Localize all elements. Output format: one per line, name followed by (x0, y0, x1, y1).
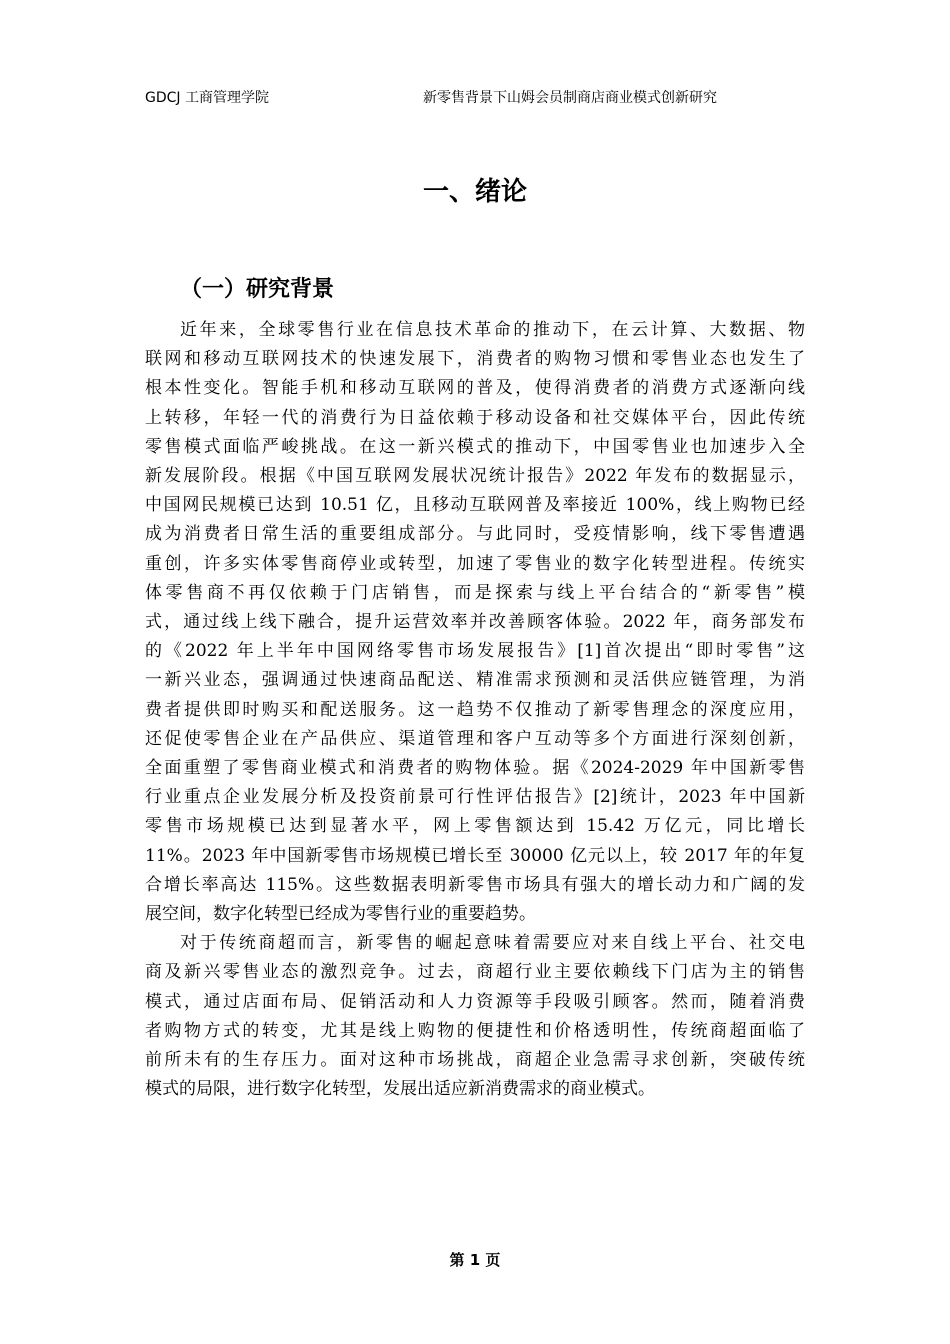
paragraph-line: 式，通过线上线下融合，提升运营效率并改善顾客体验。2022 年，商务部发布 (145, 612, 805, 633)
paragraph (145, 929, 805, 1104)
chapter-title: 一、绪论 (422, 177, 527, 207)
paragraph-line: 重创，许多实体零售商停业或转型，加速了零售业的数字化转型进程。传统实 (145, 553, 805, 574)
paragraph-line: 行业重点企业发展分析及投资前景可行性评估报告》[2]统计，2023 年中国新 (145, 787, 805, 808)
paragraph-line: 合增长率高达 115%。这些数据表明新零售市场具有强大的增长动力和广阔的发 (145, 874, 805, 895)
header-thesis-title: 新零售背景下山姆会员制商店商业模式创新研究 (423, 90, 717, 106)
paragraph-line: 的《2022 年上半年中国网络零售市场发展报告》[1]首次提出“即时零售”这 (145, 641, 805, 662)
paragraph-line: 费者提供即时购买和配送服务。这一趋势不仅推动了新零售理念的深度应用， (145, 699, 805, 720)
paragraph-line: 体零售商不再仅依赖于门店销售，而是探索与线上平台结合的“新零售”模 (145, 582, 805, 603)
paragraph-line: 零售市场规模已达到显著水平，网上零售额达到 15.42 万亿元，同比增长 (145, 816, 805, 837)
paragraph-line: 中国网民规模已达到 10.51 亿，且移动互联网普及率接近 100%，线上购物已经 (145, 495, 805, 516)
paragraph-line: 模式，通过店面布局、促销活动和人力资源等手段吸引顾客。然而，随着消费 (145, 991, 805, 1012)
paragraph-line: 11%。2023 年中国新零售市场规模已增长至 30000 亿元以上，较 2017 年的年复 (145, 845, 805, 866)
paragraph-line: 展空间，数字化转型已经成为零售行业的重要趋势。 (145, 904, 536, 925)
paragraph-line: 者购物方式的转变，尤其是线上购物的便捷性和价格透明性，传统商超面临了 (145, 1020, 805, 1041)
paragraph-line: 联网和移动互联网技术的快速发展下，消费者的购物习惯和零售业态也发生了 (145, 349, 805, 370)
paragraph-line: 根本性变化。智能手机和移动互联网的普及，使得消费者的消费方式逐渐向线 (145, 378, 805, 399)
paragraph-line: 全面重塑了零售商业模式和消费者的购物体验。据《2024-2029 年中国新零售 (145, 758, 805, 779)
paragraph-line: 模式的局限，进行数字化转型，发展出适应新消费需求的商业模式。 (145, 1079, 655, 1100)
paragraph-line: 成为消费者日常生活的重要组成部分。与此同时，受疫情影响，线下零售遭遇 (145, 524, 805, 545)
paragraph-line: 近年来，全球零售行业在信息技术革命的推动下，在云计算、大数据、物 (180, 320, 805, 340)
section-title: （一）研究背景 (180, 277, 335, 302)
paragraph-line: 前所未有的生存压力。面对这种市场挑战，商超企业急需寻求创新，突破传统 (145, 1050, 805, 1071)
paragraph-line: 商及新兴零售业态的激烈竞争。过去，商超行业主要依赖线下门店为主的销售 (145, 962, 805, 983)
paragraph-line: 新发展阶段。根据《中国互联网发展状况统计报告》2022 年发布的数据显示， (145, 466, 805, 487)
paragraph-line: 上转移，年轻一代的消费行为日益依赖于移动设备和社交媒体平台，因此传统 (145, 407, 805, 428)
paragraph-line: 还促使零售企业在产品供应、渠道管理和客户互动等多个方面进行深刻创新， (145, 728, 805, 749)
paragraph (145, 316, 805, 929)
paragraph-line: 一新兴业态，强调通过快速商品配送、精准需求预测和灵活供应链管理，为消 (145, 670, 805, 691)
header-institution: GDCJ 工商管理学院 (145, 90, 269, 106)
body-text (145, 316, 805, 1104)
paragraph-line: 对于传统商超而言，新零售的崛起意味着需要应对来自线上平台、社交电 (180, 933, 805, 954)
paragraph-line: 零售模式面临严峻挑战。在这一新兴模式的推动下，中国零售业也加速步入全 (145, 436, 805, 457)
page-number: 第 1 页 (449, 1251, 501, 1269)
running-header (145, 86, 805, 110)
